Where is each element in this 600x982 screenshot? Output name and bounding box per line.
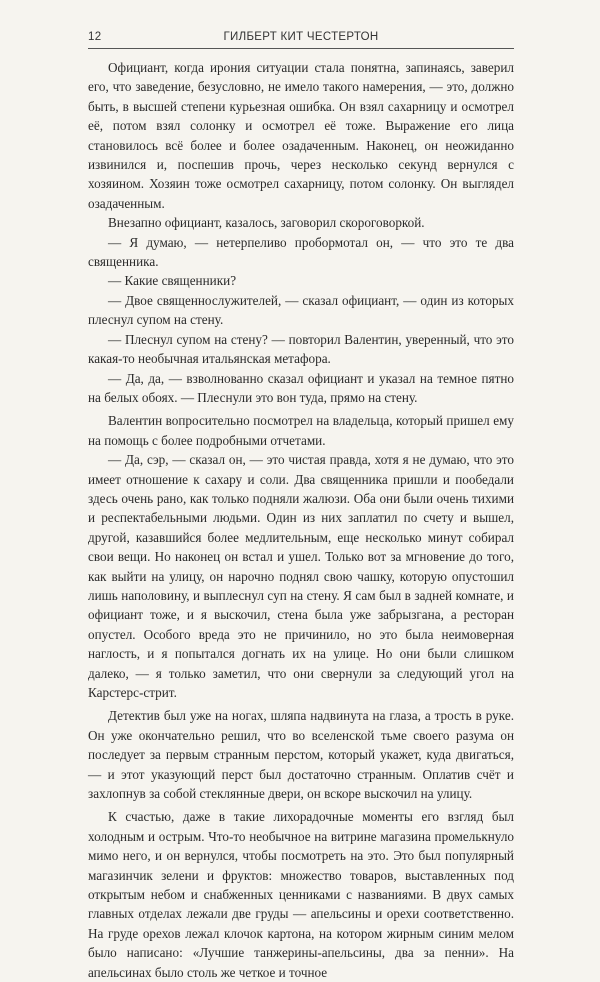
paragraph: — Какие священники? xyxy=(108,273,237,289)
paragraph: Валентин вопросительно посмотрел на владельца, который пришел ему на помощь с более подробными отчетами. xyxy=(88,413,514,448)
paragraph: — Да, сэр, — сказал он, — это чистая правда, хотя я не думаю, что это имеет отношение к сахару и соли. Два священника пришли и пообедали здесь очень рано, как только подняли жалюзи. Оба они были очень тихими и респектабельными людьми. Один из них заплатил по счету и вышел, другой, казавшийся более медлительным, еще несколько минут собирал свои вещи. Но наконец он встал и ушел. Только вот за мгновение до того, как выйти на улицу, он нарочно поднял свою чашку, которую опустошил лишь наполовину, и выплеснул суп на стену. Я сам был в задней комнате, и официант тоже, и я выскочил, стена была уже забрызгана, а ресторан опустел. Особого вреда это не причинило, но это была неимоверная наглость, и я попытался догнать их на улице. Но они были слишком далеко, — я только заметил, что они свернули за следующий угол на Карстерс-стрит. xyxy=(88,452,514,700)
paragraph: — Плеснул супом на стену? — повторил Валентин, уверенный, что это какая-то необычная итальянская метафора. xyxy=(88,331,514,367)
paragraph: Официант, когда ирония ситуации стала понятна, запинаясь, заверил его, что заведение, безусловно, не имело такого намерения, — это, должно быть, в высшей степени курьезная ошибка. Он взял сахарницу и осмотрел её, потом взял солонку и осмотрел её тоже. Выражение его лица становилось всё более и более озадаченным. Наконец, он неожиданно извинился и, поспешив прочь, через несколько секунд вернулся с хозяином. Хозяин тоже осмотрел сахарницу, потом солонку. Он выглядел озадаченным. xyxy=(88,60,514,211)
text-body xyxy=(88,58,514,982)
paragraph: Детектив был уже на ногах, шляпа надвинута на глаза, а трость в руке. Он уже окончательно решил, что во вселенской тьме своего разума он последует за первым странным перстом, который укажет, куда двигаться, — и этот указующий перст был достаточно странным. Оплатив счёт и захлопнув за собой стеклянные двери, он вскоре выскочил на улицу. xyxy=(88,708,514,802)
paragraph: — Я думаю, — нетерпеливо пробормотал он, — что это те два священника. xyxy=(88,234,514,270)
paragraph: — Да, да, — взволнованно сказал официант и указал на темное пятно на белых обоях. — Плеснули это вон туда, прямо на стену. xyxy=(88,370,514,405)
paragraph: — Двое священнослужителей, — сказал официант, — один из которых плеснул супом на стену. xyxy=(88,292,514,328)
running-header xyxy=(88,28,514,49)
paragraph: Внезапно официант, казалось, заговорил скороговоркой. xyxy=(108,215,425,231)
page-number: 12 xyxy=(88,31,102,43)
running-title: ГИЛБЕРТ КИТ ЧЕСТЕРТОН xyxy=(223,31,379,43)
paragraph: К счастью, даже в такие лихорадочные моменты его взгляд был холодным и острым. Что-то необычное на витрине магазина промелькнуло мимо него, и он вернулся, чтобы посмотреть на это. Это был популярный магазинчик зелени и фруктов: множество товаров, выставленных под открытым небом и снабженных ценниками с названиями. В двух самых главных отделах лежали две груды — апельсины и орехи соответственно. На груде орехов лежал клочок картона, на котором жирным синим мелом было написано: «Лучшие танжерины-апельсины, два за пенни». На апельсинах было столь же четкое и точное xyxy=(88,809,514,980)
